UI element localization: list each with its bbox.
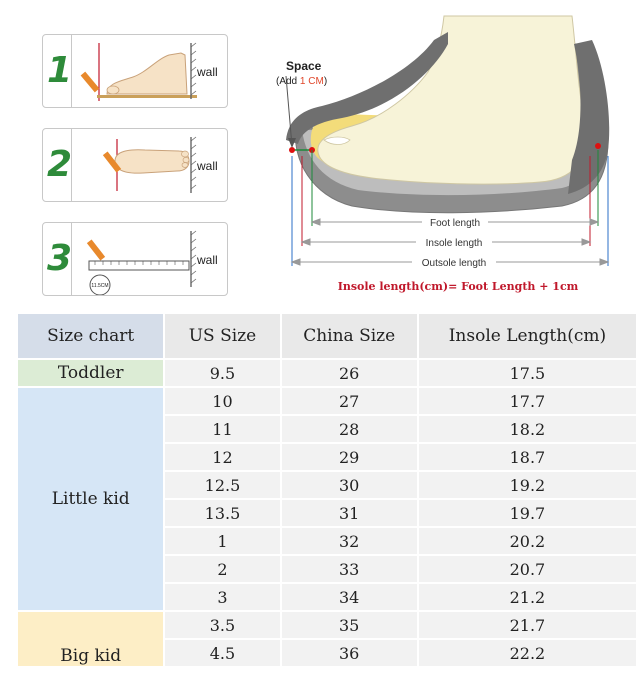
china-size-cell: 27 bbox=[282, 388, 417, 414]
us-size-cell: 13.5 bbox=[165, 500, 279, 526]
us-size-cell: 1 bbox=[165, 528, 279, 554]
shoe-measurement-diagram bbox=[272, 10, 618, 302]
insole-length-cell: 22.2 bbox=[419, 640, 636, 666]
header-us-size: US Size bbox=[165, 314, 279, 358]
china-size-cell: 31 bbox=[282, 500, 417, 526]
step-3-panel bbox=[42, 222, 228, 296]
header-size-chart: Size chart bbox=[18, 314, 163, 358]
china-size-cell: 34 bbox=[282, 584, 417, 610]
space-label: Space bbox=[286, 59, 322, 73]
outsole-length-label: Outsole length bbox=[421, 258, 487, 269]
insole-length-cell: 19.2 bbox=[419, 472, 636, 498]
header-insole-length: Insole Length(cm) bbox=[419, 314, 636, 358]
china-size-cell: 36 bbox=[282, 640, 417, 666]
insole-length-cell: 17.5 bbox=[419, 360, 636, 386]
china-size-cell: 33 bbox=[282, 556, 417, 582]
china-size-cell: 28 bbox=[282, 416, 417, 442]
step-number: 3 bbox=[47, 238, 73, 279]
us-size-cell: 10 bbox=[165, 388, 279, 414]
step-number: 2 bbox=[47, 144, 73, 185]
add-label bbox=[276, 76, 327, 87]
foot-top-view-illustration bbox=[73, 131, 197, 201]
insole-length-cell: 20.2 bbox=[419, 528, 636, 554]
us-size-cell: 12 bbox=[165, 444, 279, 470]
ruler-measure-illustration bbox=[73, 225, 197, 295]
us-size-cell: 4.5 bbox=[165, 640, 279, 666]
china-size-cell: 32 bbox=[282, 528, 417, 554]
wall-label: wall bbox=[197, 253, 218, 267]
insole-length-label: Insole length bbox=[425, 238, 483, 249]
table-row bbox=[18, 360, 636, 386]
step-1-panel bbox=[42, 34, 228, 108]
group-little-kid: Little kid bbox=[18, 388, 163, 610]
china-size-cell: 35 bbox=[282, 612, 417, 638]
add-prefix: (Add bbox=[276, 76, 300, 87]
header-china-size: China Size bbox=[282, 314, 417, 358]
china-size-cell: 30 bbox=[282, 472, 417, 498]
insole-length-cell: 20.7 bbox=[419, 556, 636, 582]
group-toddler: Toddler bbox=[18, 360, 163, 386]
wall-label: wall bbox=[197, 159, 218, 173]
add-suffix: ) bbox=[323, 76, 328, 87]
insole-length-cell: 21.2 bbox=[419, 584, 636, 610]
us-size-cell: 9.5 bbox=[165, 360, 279, 386]
wall-label: wall bbox=[197, 65, 218, 79]
step-2-panel bbox=[42, 128, 228, 202]
group-big-kid: Big kid bbox=[18, 612, 163, 666]
insole-length-cell: 21.7 bbox=[419, 612, 636, 638]
table-row bbox=[18, 388, 636, 414]
china-size-cell: 26 bbox=[282, 360, 417, 386]
us-size-cell: 11 bbox=[165, 416, 279, 442]
size-chart-table bbox=[16, 312, 638, 668]
insole-length-cell: 19.7 bbox=[419, 500, 636, 526]
foot-side-view-illustration bbox=[73, 37, 197, 107]
add-value: 1 CM bbox=[299, 76, 324, 87]
foot-length-label: Foot length bbox=[429, 218, 481, 229]
step-number: 1 bbox=[47, 50, 73, 91]
table-header-row bbox=[18, 314, 636, 358]
us-size-cell: 2 bbox=[165, 556, 279, 582]
insole-length-cell: 17.7 bbox=[419, 388, 636, 414]
china-size-cell: 29 bbox=[282, 444, 417, 470]
insole-length-cell: 18.7 bbox=[419, 444, 636, 470]
insole-length-cell: 18.2 bbox=[419, 416, 636, 442]
us-size-cell: 12.5 bbox=[165, 472, 279, 498]
insole-formula: Insole length(cm)= Foot Length + 1cm bbox=[337, 280, 579, 293]
ruler-tag-label: 11.5CM bbox=[91, 283, 109, 289]
us-size-cell: 3 bbox=[165, 584, 279, 610]
us-size-cell: 3.5 bbox=[165, 612, 279, 638]
table-row bbox=[18, 612, 636, 638]
